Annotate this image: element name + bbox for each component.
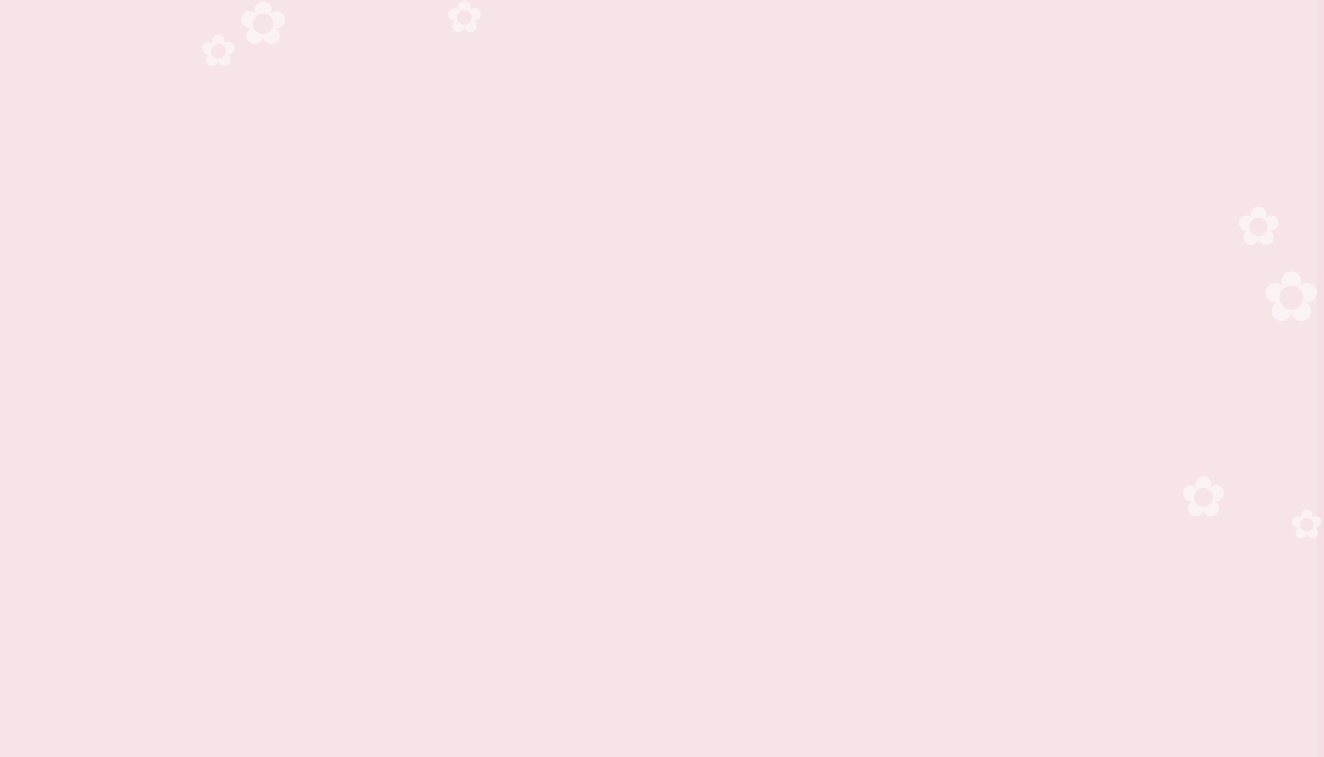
anniversary-badge [1096,12,1306,62]
schedule-grid [0,68,1296,735]
blossom-icon: ✿ [238,0,289,59]
blossom-icon: ✿ [1290,502,1324,548]
blossom-icon: ✿ [1180,465,1227,530]
blossom-icon: ✿ [1262,256,1321,338]
blossom-icon: ✿ [200,26,237,77]
blossom-icon: ✿ [1236,195,1282,258]
blossom-icon: ✿ [446,0,483,43]
